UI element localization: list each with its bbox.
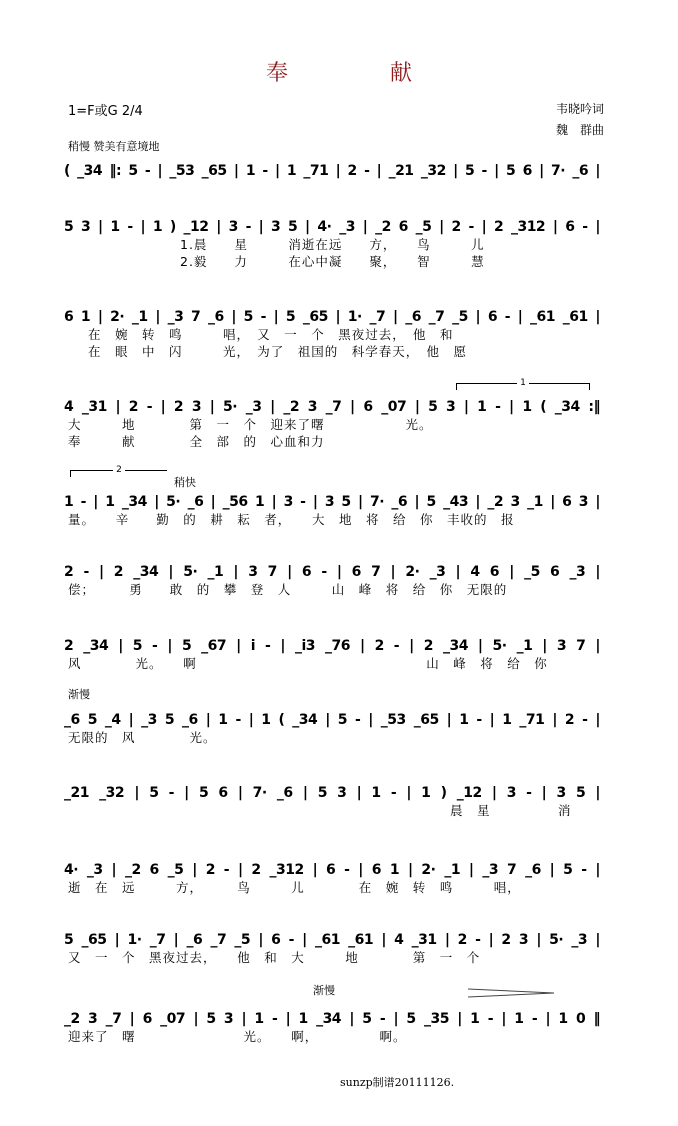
key-signature: 1=F或G 2/4 bbox=[68, 104, 143, 119]
song-title: 奉 献 bbox=[265, 61, 452, 86]
lyrics-verse-1: 大 地 第 一 个 迎来了曙 光。 bbox=[68, 417, 433, 432]
lyrics-verse-1: 在 婉 转 鸣 唱， 又 一 个 黑夜过去， 他 和 bbox=[88, 327, 454, 342]
lyrics-verse-1: 晨 星 消 bbox=[450, 803, 572, 818]
notation-line: 5 3 | 1 - | 1 ) _12 | 3 - | 3 5 | 4· _3 | _2 6 _5 | 2 - | 2 _312 | 6 - | bbox=[64, 219, 600, 235]
lyrics-verse-1: 逝 在 远 方， 鸟 儿 在 婉 转 鸣 唱， bbox=[68, 880, 521, 895]
notation-line: _21 _32 | 5 - | 5 6 | 7· _6 | 5 3 | 1 - | 1 ) _12 | 3 - | 3 5 | bbox=[64, 785, 600, 801]
footer-credit: sunzp制谱20111126. bbox=[340, 1076, 455, 1089]
notation-line: 2 _34 | 5 - | 5 _67 | i - | _i3 _76 | 2 - | 2 _34 | 5· _1 | 3 7 | bbox=[64, 638, 600, 654]
lyrics-verse-1: 无限的 风 光。 bbox=[68, 730, 217, 745]
notation-line: 1 - | 1 _34 | 5· _6 | _56 1 | 3 - | 3 5 | 7· _6 | 5 _43 | _2 3 _1 | 6 3 | bbox=[64, 494, 600, 510]
notation-line: 4· _3 | _2 6 _5 | 2 - | 2 _312 | 6 - | 6 1 | 2· _1 | _3 7 _6 | 5 - | bbox=[64, 862, 600, 878]
notation-line: 6 1 | 2· _1 | _3 7 _6 | 5 - | 5 _65 | 1· _7 | _6 _7 _5 | 6 - | _61 _61 | bbox=[64, 309, 600, 325]
lyrics-verse-1: 1.晨 星 消逝在远 方， 鸟 儿 bbox=[180, 237, 485, 252]
lyrics-verse-1: 又 一 个 黑夜过去， 他 和 大 地 第 一 个 bbox=[68, 950, 481, 965]
lyrics-verse-2: 在 眼 中 闪 光， 为了 祖国的 科学春天， 他 愿 bbox=[88, 344, 468, 359]
tempo-mark-slower-end: 渐慢 bbox=[313, 984, 335, 997]
composer: 魏 群曲 bbox=[555, 123, 604, 137]
tempo-mark-faster: 稍快 bbox=[174, 476, 196, 489]
notation-line: 2 - | 2 _34 | 5· _1 | 3 7 | 6 - | 6 7 | 2· _3 | 4 6 | _5 6 _3 | bbox=[64, 564, 600, 580]
volta-first bbox=[456, 378, 590, 390]
volta-first-label: 1 bbox=[517, 378, 529, 388]
lyrics-verse-1: 风 光。 啊 山 峰 将 给 你 bbox=[68, 656, 548, 671]
notation-line: _2 3 _7 | 6 _07 | 5 3 | 1 - | 1 _34 | 5 - | 5 _35 | 1 - | 1 - | 1 0 ‖ bbox=[64, 1011, 600, 1027]
tempo-mark-slower: 渐慢 bbox=[68, 688, 90, 701]
notation-line: ( _34 ‖: 5 - | _53 _65 | 1 - | 1 _71 | 2 - | _21 _32 | 5 - | 5 6 | 7· _6 | bbox=[64, 163, 600, 179]
lyrics-verse-1: 迎来了 曙 光。 啊， 啊。 bbox=[68, 1029, 407, 1044]
lyricist: 韦晓吟词 bbox=[555, 102, 604, 116]
lyrics-verse-2: 奉 献 全 部 的 心血和力 bbox=[68, 434, 325, 449]
notation-line: 5 _65 | 1· _7 | _6 _7 _5 | 6 - | _61 _61 | 4 _31 | 2 - | 2 3 | 5· _3 | bbox=[64, 932, 600, 948]
volta-second-label: 2 bbox=[113, 465, 125, 475]
notation-line: _6 5 _4 | _3 5 _6 | 1 - | 1 ( _34 | 5 - | _53 _65 | 1 - | 1 _71 | 2 - | bbox=[64, 712, 600, 728]
volta-second bbox=[70, 465, 167, 477]
lyrics-verse-1: 量。 辛 勤 的 耕 耘 者， 大 地 将 给 你 丰收的 报 bbox=[68, 512, 515, 527]
decrescendo-mark bbox=[468, 988, 554, 998]
tempo-mark: 稍慢 赞美有意境地 bbox=[68, 140, 160, 153]
notation-line: 4 _31 | 2 - | 2 3 | 5· _3 | _2 3 _7 | 6 _07 | 5 3 | 1 - | 1 ( _34 :‖ bbox=[64, 399, 600, 415]
lyrics-verse-1: 偿； 勇 敢 的 攀 登 人 山 峰 将 给 你 无限的 bbox=[68, 582, 508, 597]
lyrics-verse-2: 2.毅 力 在心中凝 聚， 智 慧 bbox=[180, 254, 485, 269]
